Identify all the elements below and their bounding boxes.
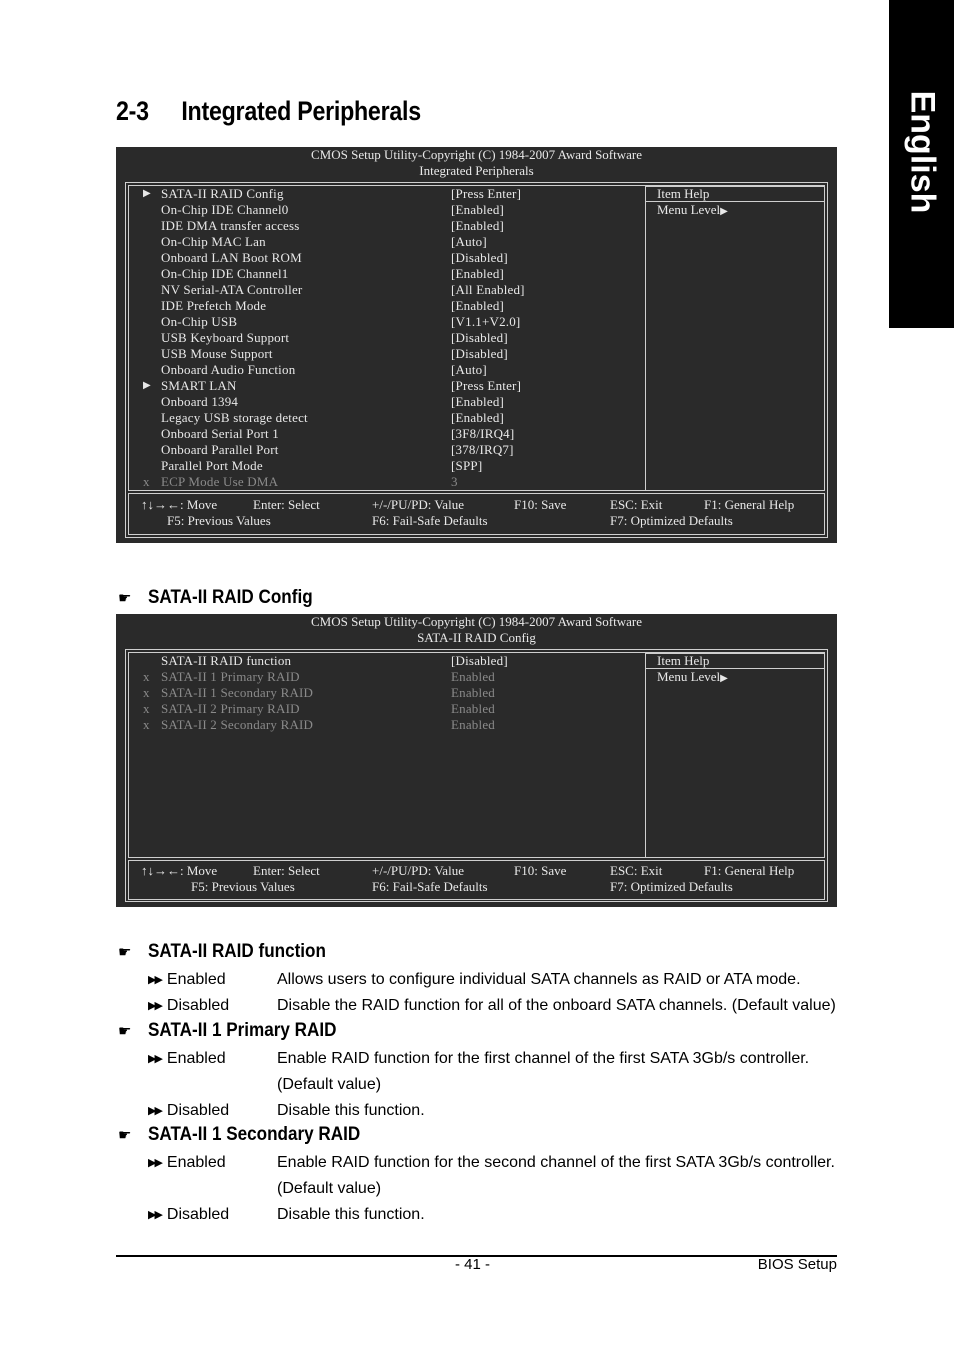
bios-menu-item[interactable] (129, 426, 824, 442)
bios-menu-item (129, 474, 824, 490)
bios-menu-item[interactable] (129, 653, 824, 669)
section-heading-text: SATA-II 1 Primary RAID (148, 1020, 337, 1041)
option-name (148, 1098, 229, 1125)
option-description: Disable the RAID function for all of the onboard SATA channels. (Default value) (277, 997, 836, 1014)
bios-menu-item[interactable] (129, 330, 824, 346)
section-heading-sata-raid-config: ☛ SATA-II RAID Config (118, 587, 313, 608)
key-value: +/-/PU/PD: Value (372, 863, 464, 878)
disabled-marker: x (143, 701, 150, 716)
bios-item-value[interactable]: [Disabled] (451, 330, 508, 345)
bios-screen-sata-raid-config (116, 614, 837, 907)
pointing-hand-icon: ☛ (118, 1127, 132, 1144)
disabled-marker: x (143, 685, 150, 700)
bios-menu-item[interactable] (129, 458, 824, 474)
menu-level: Menu Level▶ (657, 669, 728, 684)
bios-item-value: Enabled (451, 701, 495, 716)
bios-item-label: IDE DMA transfer access (161, 218, 300, 233)
option-description: Disable this function. (277, 1206, 425, 1223)
section-heading-text: SATA-II RAID function (148, 941, 326, 962)
bios-copyright: CMOS Setup Utility-Copyright (C) 1984-2007 Award Software (310, 614, 642, 629)
bios-item-value[interactable]: [3F8/IRQ4] (451, 426, 515, 441)
option-name-text: Disabled (166, 997, 230, 1014)
option-name (148, 993, 229, 1020)
bios-item-label: Onboard Parallel Port (161, 442, 279, 457)
submenu-arrow-icon: ▶ (143, 380, 151, 391)
bios-item-label: Parallel Port Mode (161, 458, 263, 473)
menu-level-arrow-icon: ▶ (720, 206, 728, 217)
option-name (148, 967, 226, 994)
bios-item-value[interactable]: [Disabled] (451, 346, 508, 361)
bios-item-value: 3 (451, 474, 458, 489)
page-title (116, 96, 421, 127)
key-save: F10: Save (514, 863, 567, 878)
page-number: - 41 - (455, 1256, 491, 1273)
bios-menu-item[interactable] (129, 362, 824, 378)
bios-item-label: SATA-II RAID Config (161, 186, 284, 201)
bios-item-label: SATA-II 1 Primary RAID (161, 669, 300, 684)
bios-menu-item[interactable] (129, 202, 824, 218)
bios-menu-item[interactable] (129, 314, 824, 330)
key-failsafe: F6: Fail-Safe Defaults (372, 513, 488, 528)
bios-menu-item[interactable] (129, 266, 824, 282)
bios-menu-item (129, 685, 824, 701)
bios-item-value[interactable]: [Press Enter] (451, 186, 522, 201)
item-help-title: Item Help (657, 653, 710, 668)
key-previous: F5: Previous Values (191, 879, 295, 894)
bios-item-value[interactable]: [All Enabled] (451, 282, 525, 297)
section-heading (118, 1020, 357, 1042)
bios-item-value[interactable]: [Enabled] (451, 202, 505, 217)
bios-item-label: On-Chip IDE Channel1 (161, 266, 289, 281)
section-heading-text: SATA-II 1 Secondary RAID (148, 1124, 361, 1145)
bios-frame (125, 649, 828, 902)
bios-item-value[interactable]: [V1.1+V2.0] (451, 314, 521, 329)
key-previous: F5: Previous Values (167, 513, 271, 528)
language-tab-label: English (903, 90, 941, 214)
bios-item-label: Onboard LAN Boot ROM (161, 250, 302, 265)
bios-item-label: SATA-II 2 Primary RAID (161, 701, 300, 716)
submenu-arrow-icon: ▶ (143, 188, 151, 199)
bios-item-label: SATA-II RAID function (161, 653, 292, 668)
bios-menu-item (129, 669, 824, 685)
bios-key-legend (128, 860, 825, 900)
bios-key-legend (128, 493, 825, 535)
bios-item-label: Legacy USB storage detect (161, 410, 308, 425)
language-tab (889, 0, 954, 328)
bios-screen-title: SATA-II RAID Config (417, 630, 536, 645)
disabled-marker: x (143, 474, 150, 489)
bios-item-label: USB Mouse Support (161, 346, 273, 361)
disabled-marker: x (143, 669, 150, 684)
bios-menu-item[interactable] (129, 282, 824, 298)
bios-menu-item[interactable] (129, 442, 824, 458)
pointing-hand-icon: ☛ (118, 1023, 132, 1040)
bios-item-value[interactable]: [Disabled] (451, 653, 508, 668)
bios-menu-item[interactable] (129, 394, 824, 410)
footer-chapter-label: BIOS Setup (757, 1256, 837, 1273)
key-value: +/-/PU/PD: Value (372, 497, 464, 512)
option-name-text: Disabled (166, 1206, 230, 1223)
option-name-text: Enabled (166, 1050, 226, 1067)
option-name-text: Enabled (166, 1154, 226, 1171)
bios-menu-item[interactable] (129, 298, 824, 314)
bios-item-value: Enabled (451, 717, 495, 732)
menu-level: Menu Level▶ (657, 202, 728, 217)
bios-frame (125, 182, 828, 538)
bios-item-value[interactable]: [Enabled] (451, 266, 505, 281)
bios-item-label: USB Keyboard Support (161, 330, 290, 345)
option-description: (Default value) (277, 1076, 382, 1093)
bios-header (116, 147, 837, 179)
bios-item-value: Enabled (451, 669, 495, 684)
bios-menu-item[interactable] (129, 218, 824, 234)
double-arrow-icon: ▶▶ (148, 1053, 161, 1065)
section-title: Integrated Peripherals (181, 96, 421, 126)
key-move: ↑↓→←: Move (141, 497, 218, 512)
bios-item-label: ECP Mode Use DMA (161, 474, 279, 489)
option-name (148, 1202, 229, 1229)
option-name (148, 1046, 226, 1073)
disabled-marker: x (143, 717, 150, 732)
section-number: 2-3 (116, 96, 149, 126)
bios-item-label: Onboard 1394 (161, 394, 239, 409)
bios-item-label: SMART LAN (161, 378, 237, 393)
section-heading (118, 1124, 384, 1146)
bios-menu-item[interactable] (129, 346, 824, 362)
double-arrow-icon: ▶▶ (148, 1209, 161, 1221)
bios-menu-item (129, 701, 824, 717)
section-heading (118, 941, 346, 963)
bios-menu-item[interactable] (129, 234, 824, 250)
bios-menu-area (128, 185, 825, 491)
bios-item-value[interactable]: [SPP] (451, 458, 483, 473)
bios-item-label: SATA-II 2 Secondary RAID (161, 717, 314, 732)
bios-item-label: Onboard Serial Port 1 (161, 426, 279, 441)
bios-item-value[interactable]: [Auto] (451, 362, 487, 377)
key-failsafe: F6: Fail-Safe Defaults (372, 879, 488, 894)
bios-copyright: CMOS Setup Utility-Copyright (C) 1984-2007 Award Software (310, 147, 642, 162)
bios-item-value[interactable]: [Enabled] (451, 410, 505, 425)
option-description: Disable this function. (277, 1102, 425, 1119)
pointing-hand-icon: ☛ (118, 590, 132, 607)
bios-item-label: On-Chip USB (161, 314, 238, 329)
bios-menu-area (128, 652, 825, 858)
key-select: Enter: Select (253, 863, 320, 878)
key-move: ↑↓→←: Move (141, 863, 218, 878)
key-help: F1: General Help (704, 863, 795, 878)
bios-menu-item[interactable] (129, 186, 824, 202)
bios-item-value[interactable]: [Enabled] (451, 298, 505, 313)
option-description: Enable RAID function for the second channel of the first SATA 3Gb/s controller. (277, 1154, 835, 1171)
option-description: Enable RAID function for the first channel of the first SATA 3Gb/s controller. (277, 1050, 810, 1067)
bios-item-label: On-Chip IDE Channel0 (161, 202, 289, 217)
bios-item-label: Onboard Audio Function (161, 362, 296, 377)
bios-menu-item[interactable] (129, 410, 824, 426)
key-exit: ESC: Exit (610, 863, 663, 878)
double-arrow-icon: ▶▶ (148, 1105, 161, 1117)
option-name-text: Disabled (166, 1102, 230, 1119)
key-optimized: F7: Optimized Defaults (610, 879, 733, 894)
bios-screen-title: Integrated Peripherals (419, 163, 534, 178)
menu-level-arrow-icon: ▶ (720, 673, 728, 684)
option-description: (Default value) (277, 1180, 382, 1197)
pointing-hand-icon: ☛ (118, 944, 132, 961)
bios-item-label: NV Serial-ATA Controller (161, 282, 303, 297)
bios-item-label: IDE Prefetch Mode (161, 298, 267, 313)
double-arrow-icon: ▶▶ (148, 1000, 161, 1012)
bios-item-value[interactable]: [Enabled] (451, 394, 505, 409)
key-select: Enter: Select (253, 497, 320, 512)
key-exit: ESC: Exit (610, 497, 663, 512)
bios-item-value[interactable]: [378/IRQ7] (451, 442, 514, 457)
bios-header (116, 614, 837, 646)
bios-item-value[interactable]: [Press Enter] (451, 378, 522, 393)
bios-menu-item[interactable] (129, 250, 824, 266)
double-arrow-icon: ▶▶ (148, 974, 161, 986)
double-arrow-icon: ▶▶ (148, 1157, 161, 1169)
bios-item-value[interactable]: [Enabled] (451, 218, 505, 233)
option-description: Allows users to configure individual SATA channels as RAID or ATA mode. (277, 971, 801, 988)
bios-item-value[interactable]: [Disabled] (451, 250, 508, 265)
option-name (148, 1150, 226, 1177)
bios-menu-item[interactable] (129, 378, 824, 394)
bios-menu-item (129, 717, 824, 733)
bios-item-value[interactable]: [Auto] (451, 234, 487, 249)
bios-screen-integrated-peripherals (116, 147, 837, 543)
option-name-text: Enabled (166, 971, 226, 988)
bios-item-label: On-Chip MAC Lan (161, 234, 266, 249)
bios-item-label: SATA-II 1 Secondary RAID (161, 685, 314, 700)
bios-item-value: Enabled (451, 685, 495, 700)
key-optimized: F7: Optimized Defaults (610, 513, 733, 528)
key-help: F1: General Help (704, 497, 795, 512)
key-save: F10: Save (514, 497, 567, 512)
item-help-title: Item Help (657, 186, 710, 201)
